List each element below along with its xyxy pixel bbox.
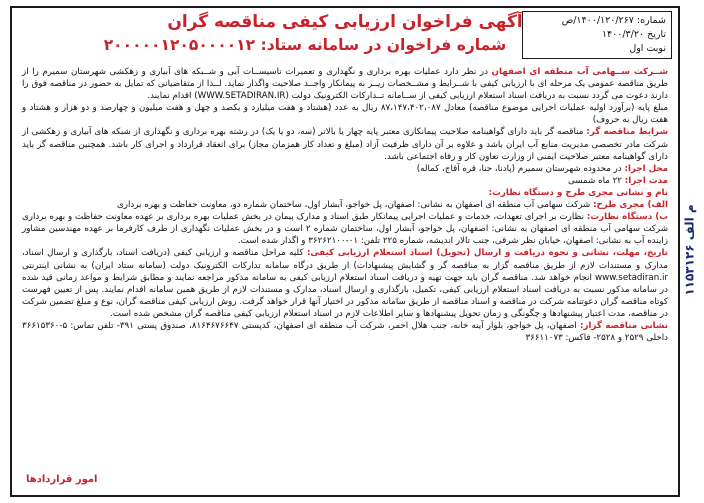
duration-paragraph xyxy=(22,175,668,187)
intro-paragraph xyxy=(22,66,668,102)
reference-round: نوبت اول xyxy=(629,43,666,54)
executor-label: الف) مجری طرح: xyxy=(593,200,668,211)
supervision-label: ب) دستگاه نظارت: xyxy=(586,212,668,223)
executor-paragraph xyxy=(22,199,668,211)
conditions-label: شرایط مناقصه گر: xyxy=(586,127,668,138)
side-code-text: ۱۱۵۳۱۲۶ م الف xyxy=(683,204,697,296)
side-code xyxy=(680,40,700,460)
ad-frame xyxy=(10,6,680,497)
deadline-text: کلیه مراحل مناقصه و ارزیابی کیفی (دریافت اسناد، بارگذاری و ارسال اسناد، مدارک و مستندات لازم از طریق مناقصه گزار به مناقصه گر و گشایش پیشنهادات) از طریق درگاه سامانه تدارکات الکترونیک دولت (سامانه ستاد ایران) به نشانی اینترنتی www.setadiran.ir انجام خواهد شد. مناقصه گران باید جهت تهیه و دریافت اسناد استعلام ارزیابی کیفی به سامانه مذکور مراجعه نمایند و مطابق شرایط و مواعد زمانی قید شده در سامانه مذکور نسبت به دریافت اسناد استعلام ارزیابی کیفی، تکمیل، بارگذاری و ارسال اسناد، مدارک و مستندات لازم از طریق همین سامانه اقدام نمایند. پس از تعیین فهرست کوتاه مناقصه گران دعوتنامه شرکت در مناقصه و اسناد مناقصه از طریق سامانه مذکور در اختیار آنها قرار خواهد گرفت. روش ارزیابی کیفی مناقصه گران، نوع و مبلغ تضمین شرکت در مناقصه، مدت اعتبار پیشنهادها و چگونگی و زمان تحویل پیشنهادها و سایر اطلاعات لازم در اسناد استعلام ارزیابی کیفی مناقصه گران مشخص شده است. xyxy=(21,248,668,319)
duration-text: ۲۲ ماه شمسی xyxy=(567,175,625,186)
location-text: در محدوده شهرستان سمیرم (پادنا، حنا، قره آقاج، کماله) xyxy=(416,163,625,174)
conditions-text: مناقصه گر باید دارای گواهینامه صلاحیت پیمانکاری معتبر پایه چهار یا بالاتر (سه، دو یا یک) در رشته بهره برداری و نگهداری از شبکه های آبیاری و زهکشی از شرکت مادر تخصصی مدیریت منابع آب ایران باشد و علاوه بر آن دارای ظرفیت آزاد (مبلغ و تعداد کار همزمان مجاز) برای انعقاد قرارداد و اجرای کار باشد. همچنین مناقصه گر باید دارای گواهینامه معتبر صلاحیت ایمنی از وزارت تعاون کار و رفاه اجتماعی باشد. xyxy=(22,127,668,162)
address-label: نشانی مناقصه گزار: xyxy=(580,320,668,331)
supervision-paragraph xyxy=(22,211,668,247)
intro-text: در نظر دارد عملیات بهره برداری و نگهداری و تعمیرات تاسیســات آبی و شــبکه های آبیاری و زهکشی شهرستان سمیرم را از طریق مناقصه عمومی یک مرحله ای با ارزیابی کیفی با شــرایط و مشــخصات زیــر به پیمانکار واجــد صلاحیت واگذار نماید. لــذا از متقاضیانی که تمایل به حضور در مناقصه فوق را دارند دعوت می گردد نسبت به دریافت اسناد استعلام ارزیابی کیفی از ســامانه تــدارکات الکترونیک دولت (WWW.SETADIRAN.IR) اقدام نمایند. xyxy=(22,67,668,102)
reference-date: تاریخ ۱۴۰۰/۳/۲۰ xyxy=(601,29,666,40)
contracts-department: امور قراردادها xyxy=(26,474,98,485)
address-text: اصفهان، پل خواجو، بلوار آینه خانه، جنب هلال احمر، شرکت آب منطقه ای اصفهان، کدپستی ۸۱۶۴۶۷۶۶۴۷، صندوق پستی ۳۹۱- تلفن تماس: ۵-۳۶۶۱۵۳۶۰ داخلی ۲۵۲۹ و ۲۵۲۸- فاکس: ۳۶۶۱۱۰۷۳ xyxy=(22,320,668,344)
org-title: نام و نشانی مجری طرح و دستگاه نظارت: xyxy=(488,187,668,198)
deadline-paragraph xyxy=(22,247,668,320)
duration-label: مدت اجرا: xyxy=(624,175,668,186)
ad-subtitle: شماره فراخوان در سامانه ستاد: ۲۰۰۰۰۰۱۲۰۵۰۰۰۰۱۲ xyxy=(103,36,507,54)
supervision-text: نظارت بر اجرای تعهدات، خدمات و عملیات اجرایی پیمانکار طبق اسناد و مدارک پیمان در بخش عملیات بهره برداری بر عهده معاونت حفاظت و بهره برداری شرکت سهامی آب منطقه ای اصفهان به نشانی: اصفهان، پل خواجو، آبشار اول، ساختمان شماره ۲ است و در بخش عملیات نگهداری از طرف کارفرما بر عهده مهندسین مشاور زاینده آب به نشانی: اصفهان، خیابان نظر شرقی، جنب تالار اندیشه، شماره ۲۲۵ تلفن: ۰۱-۳۶۲۶۲۱۰۰ و اگذار شده است. xyxy=(22,212,669,247)
deadline-label: تاریخ، مهلت، نشانی و نحوه دریافت و ارسال (تحویل) اسناد استعلام ارزیابی کیفی: xyxy=(306,248,668,259)
executor-text: شرکت سهامی آب منطقه ای اصفهان به نشانی: اصفهان، پل خواجو، آبشار اول، ساختمان شماره دو، معاونت حفاظت و بهره برداری xyxy=(116,200,594,211)
address-paragraph xyxy=(22,320,668,344)
ad-title: آگهی فراخوان ارزیابی کیفی مناقصه گران xyxy=(167,12,523,32)
company-name: شــرکت ســهامی آب منطقه ای اصفهان xyxy=(491,67,668,77)
ad-body xyxy=(22,66,668,344)
location-paragraph xyxy=(22,163,668,175)
conditions-paragraph xyxy=(22,126,668,162)
reference-number: شماره: ۱۴۰۰/۱۲۰/۲۶۷/ص xyxy=(561,15,666,26)
amount-paragraph: مبلغ پایه (برآورد اولیه عملیات اجرایی موضوع مناقصه) معادل ۸۷،۱۴۷،۴۰۲،۰۸۷ ریال به عدد (هشتاد و هفت میلیارد و یکصد و چهل و هفت میلیون و چهارصد و دو هزار و هشتاد و هفت ریال به حروف) xyxy=(22,103,668,126)
location-label: محل اجرا: xyxy=(624,163,668,174)
